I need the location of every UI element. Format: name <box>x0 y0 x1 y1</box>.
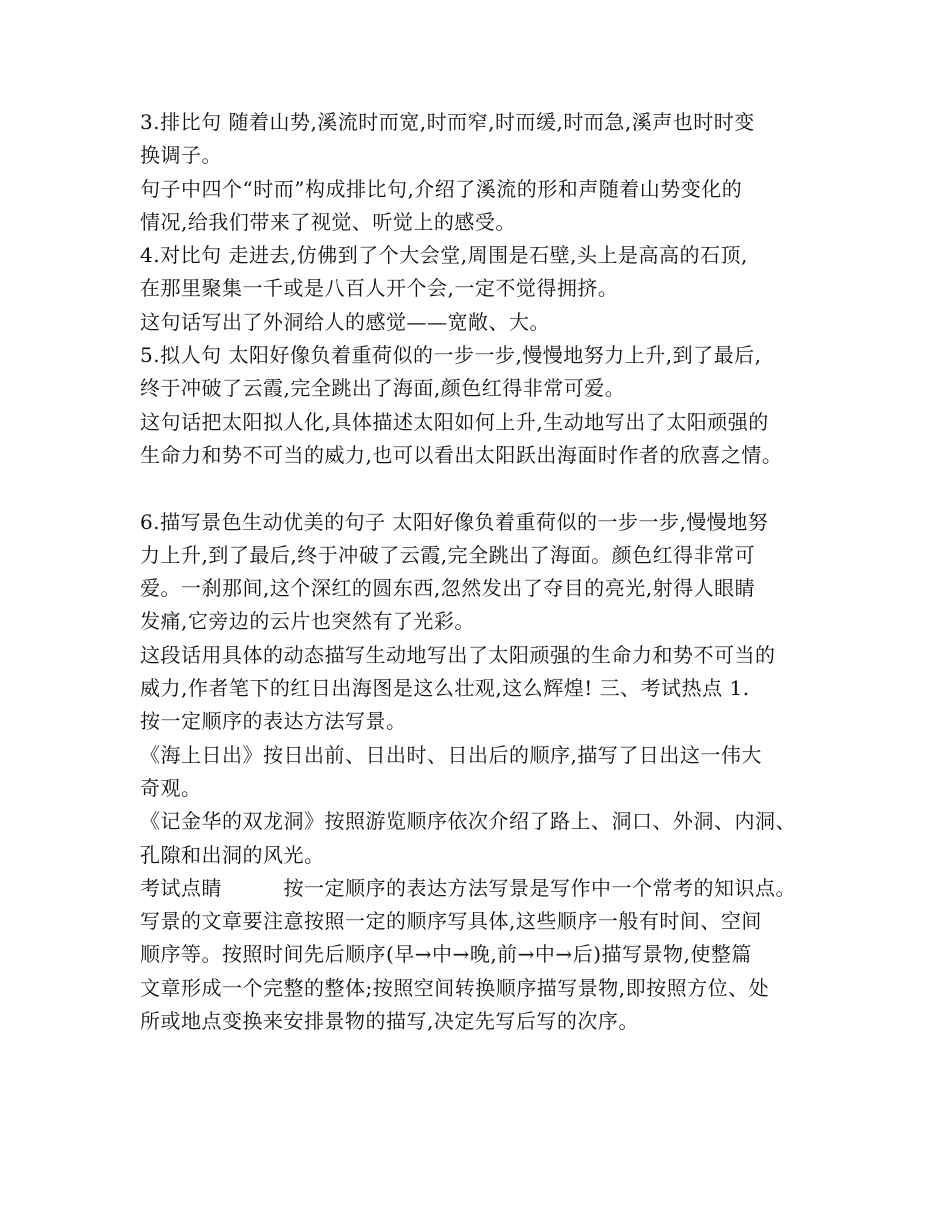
text-line: 5.拟人句 太阳好像负着重荷似的一步一步,慢慢地努力上升,到了最后, <box>140 343 762 368</box>
text-line: 发痛,它旁边的云片也突然有了光彩。 <box>140 609 475 634</box>
text-line: 4.对比句 走进去,仿佛到了个大会堂,周围是石壁,头上是高高的石顶, <box>140 243 748 268</box>
text-line: 所或地点变换来安排景物的描写,决定先写后写的次序。 <box>140 1009 639 1034</box>
text-line: 爱。一刹那间,这个深红的圆东西,忽然发出了夺目的亮光,射得人眼睛 <box>140 576 756 601</box>
text-line: 奇观。 <box>140 775 202 800</box>
text-line: 终于冲破了云霞,完全跳出了海面,颜色红得非常可爱。 <box>140 376 626 401</box>
text-line: 《海上日出》按日出前、日出时、日出后的顺序,描写了日出这一伟大 <box>140 742 762 767</box>
text-line: 这句话把太阳拟人化,具体描述太阳如何上升,生动地写出了太阳顽强的 <box>140 409 769 434</box>
text-line: 这段话用具体的动态描写生动地写出了太阳顽强的生命力和势不可当的 <box>140 642 776 667</box>
text-line: 力上升,到了最后,终于冲破了云霞,完全跳出了海面。颜色红得非常可 <box>140 542 756 567</box>
document-page <box>140 106 840 1038</box>
text-line: 考试点睛 按一定顺序的表达方法写景是写作中一个常考的知识点。 <box>140 875 796 900</box>
text-line: 文章形成一个完整的整体;按照空间转换顺序描写景物,即按照方位、处 <box>140 975 770 1000</box>
text-line: 句子中四个“时而”构成排比句,介绍了溪流的形和声随着山势变化的 <box>140 176 743 201</box>
text-line: 生命力和势不可当的威力,也可以看出太阳跃出海面时作者的欣喜之情。 <box>140 442 783 467</box>
text-line: 换调子。 <box>140 143 222 168</box>
paragraph-gap <box>140 472 840 505</box>
text-line: 威力,作者笔下的红日出海图是这么壮观,这么辉煌! 三、考试热点 1. <box>140 676 750 701</box>
text-line: 3.排比句 随着山势,溪流时而宽,时而窄,时而缓,时而急,溪声也时时变 <box>140 110 755 134</box>
text-line: 这句话写出了外洞给人的感觉——宽敞、大。 <box>140 309 550 334</box>
text-line: 6.描写景色生动优美的句子 太阳好像负着重荷似的一步一步,慢慢地努 <box>140 509 769 534</box>
text-line: 《记金华的双龙洞》按照游览顺序依次介绍了路上、洞口、外洞、内洞、 <box>140 809 796 834</box>
text-line: 按一定顺序的表达方法写景。 <box>140 709 407 734</box>
text-line: 顺序等。按照时间先后顺序(早→中→晚,前→中→后)描写景物,使整篇 <box>140 942 752 967</box>
text-line: 写景的文章要注意按照一定的顺序写具体,这些顺序一般有时间、空间 <box>140 909 762 934</box>
text-line: 在那里聚集一千或是八百人开个会,一定不觉得拥挤。 <box>140 276 619 301</box>
text-line: 情况,给我们带来了视觉、听觉上的感受。 <box>140 209 516 234</box>
text-line: 孔隙和出洞的风光。 <box>140 842 325 867</box>
